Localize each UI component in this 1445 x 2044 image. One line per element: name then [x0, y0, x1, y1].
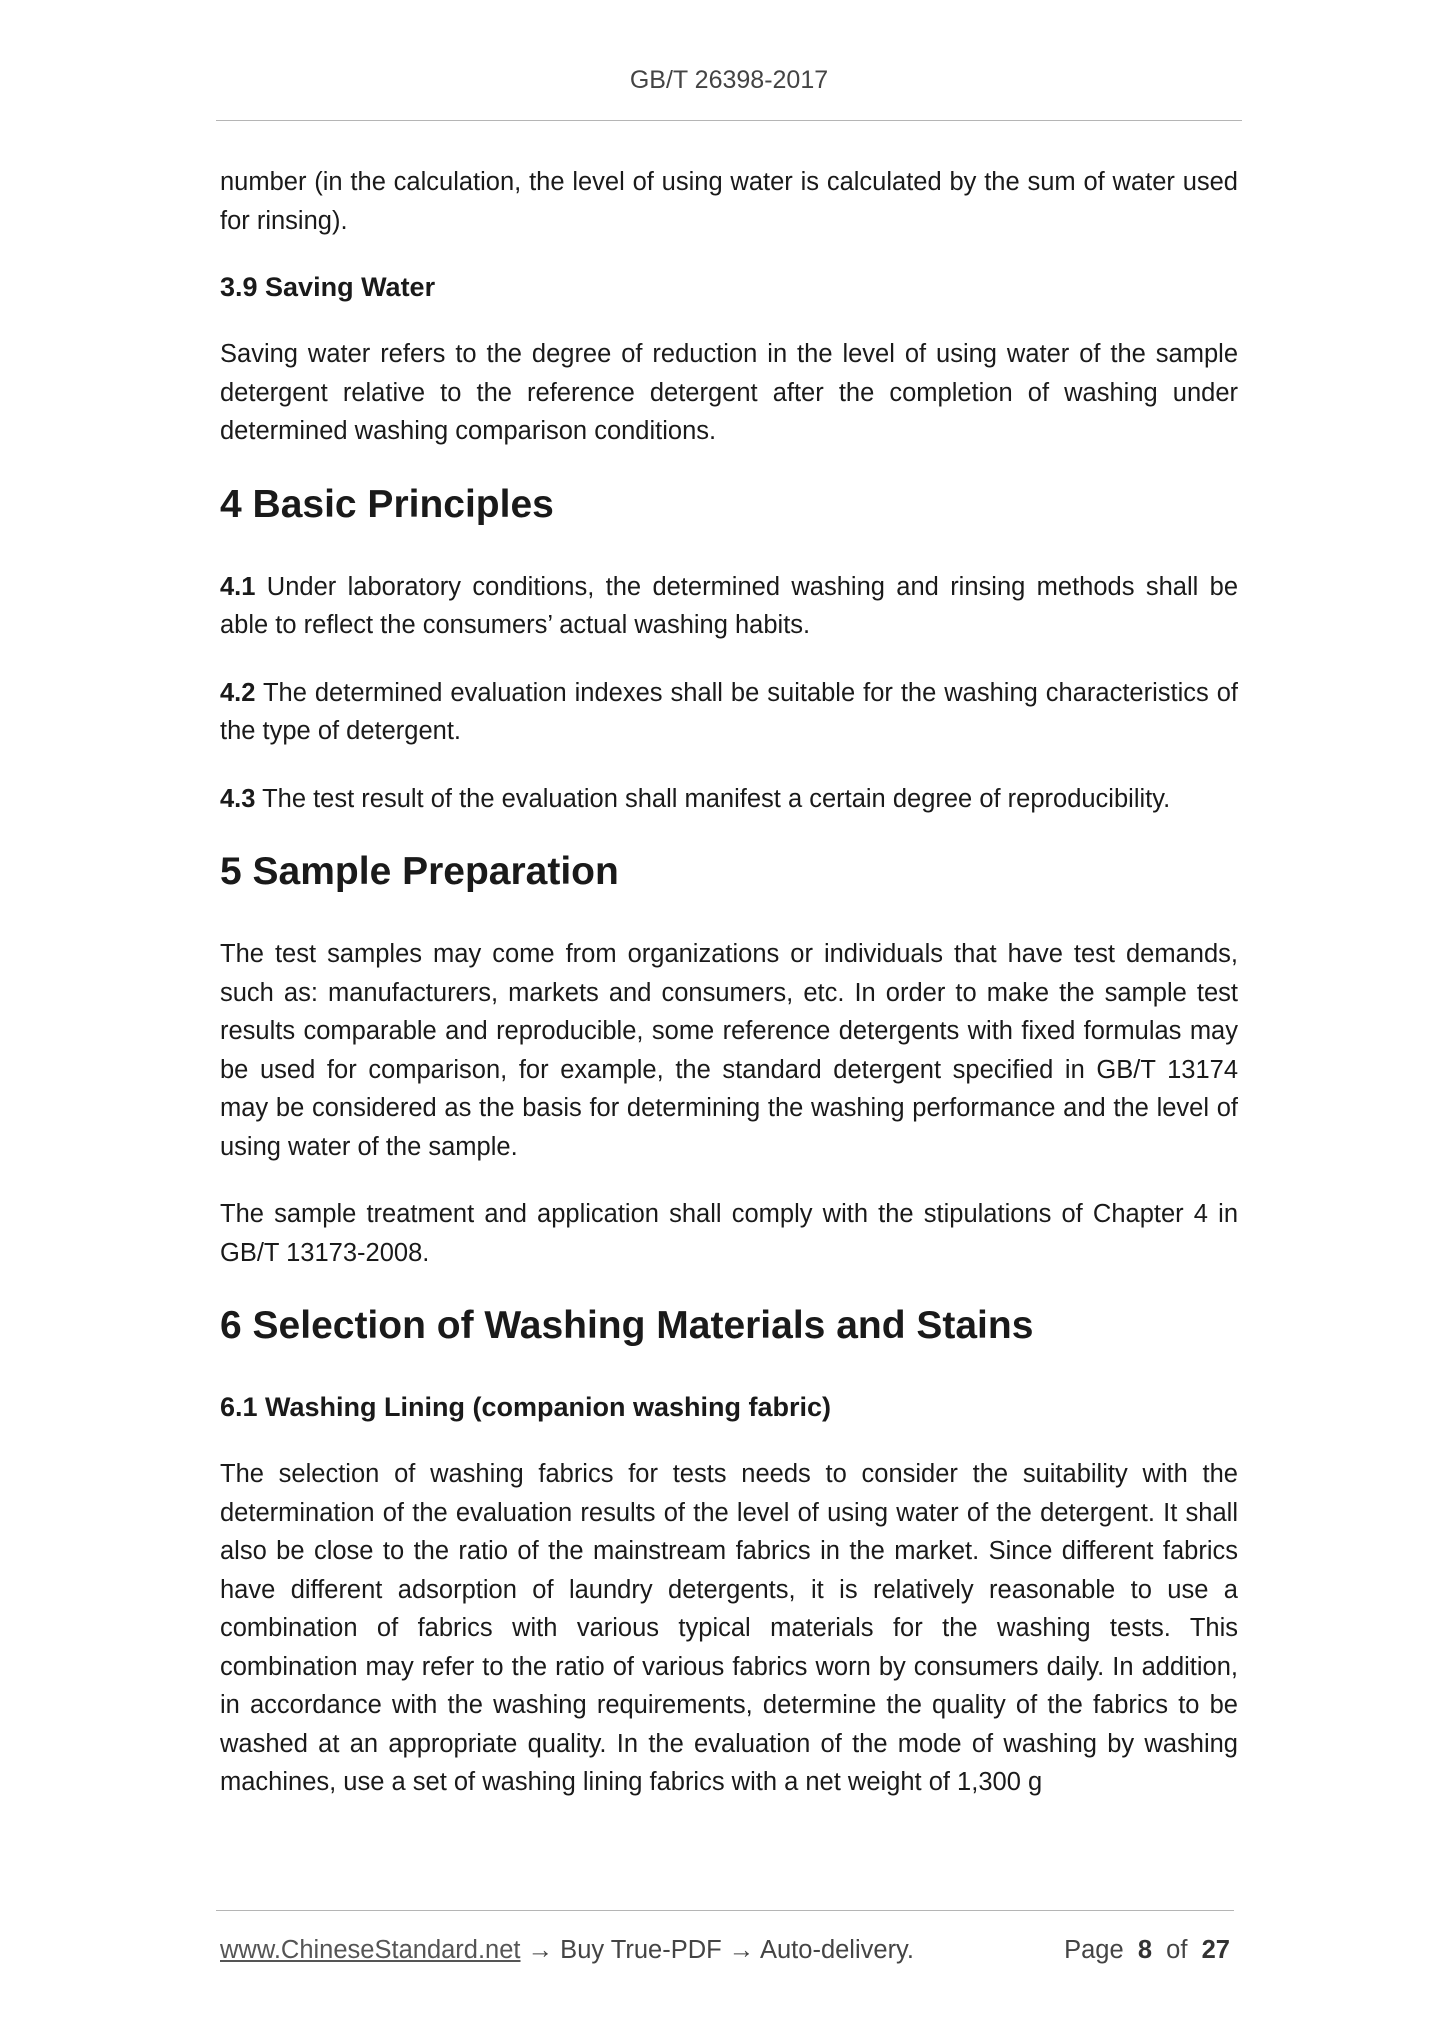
section-3-9-heading: 3.9 Saving Water [220, 272, 436, 302]
section-5-heading: 5 Sample Preparation [220, 850, 619, 893]
section-5-paragraph-2: The sample treatment and application shall comply with the stipulations of Chapter 4 in GB/T 13173-2008. [220, 1200, 1238, 1267]
clause-4-3 [220, 780, 1238, 819]
of-label: of [1166, 1936, 1188, 1964]
continuation-paragraph: number (in the calculation, the level of using water is calculated by the sum of water used for rinsing). [220, 168, 1238, 235]
footer-promo [220, 1936, 914, 1965]
clause-number: 4.3 [220, 784, 256, 813]
page-content [220, 163, 1238, 1831]
page-footer [220, 1936, 1234, 1972]
total-pages: 27 [1201, 1936, 1230, 1964]
footer-promo-text: → Buy True-PDF → Auto-delivery. [520, 1936, 914, 1964]
page-number [1064, 1936, 1230, 1965]
section-6-1-heading: 6.1 Washing Lining (companion washing fabric) [220, 1392, 832, 1422]
page-label: Page [1064, 1936, 1124, 1964]
section-6-1-paragraph: The selection of washing fabrics for tests needs to consider the suitability with the determination of the evaluation results of the level of using water of the detergent. It shall also be close to the ratio of the mainstream fabrics in the market. Since different fabrics have different adsorption of laundry detergents, it is relatively reasonable to use a combination of fabrics with various typical materials for the washing tests. This combination may refer to the ratio of various fabrics worn by consumers daily. In addition, in accordance with the washing requirements, determine the quality of the fabrics to be washed at an appropriate quality. In the evaluation of the mode of washing by washing machines, use a set of washing lining fabrics with a net weight of 1,300 g [220, 1460, 1238, 1796]
clause-text: Under laboratory conditions, the determined washing and rinsing methods shall be able to reflect the consumers’ actual washing habits. [220, 572, 1238, 639]
section-6-heading: 6 Selection of Washing Materials and Stains [220, 1304, 1034, 1347]
header-divider [216, 120, 1242, 121]
clause-text: The test result of the evaluation shall manifest a certain degree of reproducibility. [255, 784, 1171, 813]
clause-4-2 [220, 674, 1238, 751]
website-link[interactable]: www.ChineseStandard.net [220, 1936, 521, 1964]
section-3-9-paragraph: Saving water refers to the degree of reduction in the level of using water of the sample detergent relative to the reference detergent after the completion of washing under determined washing comparison conditions. [220, 340, 1238, 445]
page-header: GB/T 26398-2017 [629, 66, 829, 94]
footer-divider [216, 1910, 1234, 1911]
clause-4-1 [220, 568, 1238, 645]
current-page: 8 [1137, 1936, 1152, 1964]
section-5-paragraph-1: The test samples may come from organizations or individuals that have test demands, such as: manufacturers, markets and consumers, etc. In order to make the sample test results comparable and reproducible, some reference detergents with fixed formulas may be used for comparison, for example, the standard detergent specified in GB/T 13174 may be considered as the basis for determining the washing performance and the level of using water of the sample. [220, 940, 1238, 1161]
clause-number: 4.2 [220, 678, 256, 707]
clause-number: 4.1 [220, 572, 256, 601]
clause-text: The determined evaluation indexes shall be suitable for the washing characteristics of the type of detergent. [220, 678, 1238, 745]
section-4-heading: 4 Basic Principles [220, 482, 554, 526]
